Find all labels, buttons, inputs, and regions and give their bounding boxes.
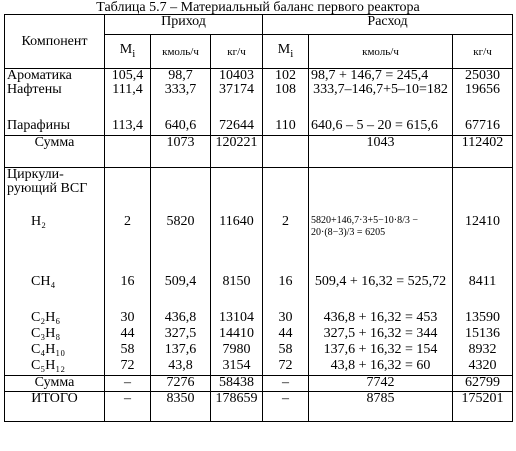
cell [453,167,513,215]
cell: 14410 [211,327,263,343]
h2-formula: 5820+146,7·3+5−10·8/3 − 20·(8−3)/3 = 6205 [309,215,453,275]
row-aromatics-name: Ароматика [5,69,105,84]
row-naphthenes-name: Нафтены [5,83,105,119]
cell: 327,5 [151,327,211,343]
header-income: Приход [105,15,263,35]
table-caption: Таблица 5.7 – Материальный баланс первого реактора [96,0,420,15]
cell: 2 [263,215,309,275]
cell: 8350 [151,391,211,421]
header-out-kmol: кмоль/ч [309,35,453,69]
cell: 7742 [309,375,453,391]
cell [309,167,453,215]
cell: 98,7 + 146,7 = 245,4 [309,69,453,84]
row-c3h8-name: C₃H₈ [5,327,105,343]
cell: 5820 [151,215,211,275]
material-balance-table [4,14,513,422]
cell: 111,4 [105,83,151,119]
cell [105,135,151,167]
cell: 62799 [453,375,513,391]
cell: 30 [263,311,309,327]
cell: 30 [105,311,151,327]
cell: 72 [105,359,151,375]
cell: 8785 [309,391,453,421]
cell [263,135,309,167]
row-ch4-name: CH₄ [5,275,105,311]
cell [151,167,211,215]
cell: 640,6 [151,119,211,135]
cell: 72644 [211,119,263,135]
cell: 4320 [453,359,513,375]
cell: 8411 [453,275,513,311]
row-c2h6-name: C₂H₆ [5,311,105,327]
cell: 110 [263,119,309,135]
cell: 72 [263,359,309,375]
header-component: Компонент [5,15,105,69]
row-c4h10-name: C₄H₁₀ [5,343,105,359]
cell: 13104 [211,311,263,327]
cell: 58 [105,343,151,359]
cell: 640,6 – 5 – 20 = 615,6 [309,119,453,135]
cell: 43,8 [151,359,211,375]
cell: 44 [105,327,151,343]
cell: 1043 [309,135,453,167]
cell: 16 [263,275,309,311]
cell: 58438 [211,375,263,391]
cell: 175201 [453,391,513,421]
cell: 37174 [211,83,263,119]
cell: 15136 [453,327,513,343]
cell: 327,5 + 16,32 = 344 [309,327,453,343]
cell: 137,6 + 16,32 = 154 [309,343,453,359]
cell: 7276 [151,375,211,391]
row-paraffins-name: Парафины [5,119,105,135]
header-in-kmol: кмоль/ч [151,35,211,69]
cell: 25030 [453,69,513,84]
header-expense: Расход [263,15,513,35]
cell: 120221 [211,135,263,167]
cell: 16 [105,275,151,311]
row-sum1-name: Сумма [5,135,105,167]
cell: 43,8 + 16,32 = 60 [309,359,453,375]
cell: 2 [105,215,151,275]
cell: 13590 [453,311,513,327]
cell: 44 [263,327,309,343]
cell: 436,8 + 16,32 = 453 [309,311,453,327]
header-in-mi: $M_i$ [105,35,151,69]
cell: 333,7 [151,83,211,119]
cell: 19656 [453,83,513,119]
cell: 7980 [211,343,263,359]
cell: 3154 [211,359,263,375]
cell [105,167,151,215]
cell: 105,4 [105,69,151,84]
row-c5h12-name: C₅H₁₂ [5,359,105,375]
cell: – [105,375,151,391]
cell: 113,4 [105,119,151,135]
cell: 178659 [211,391,263,421]
header-out-kg: кг/ч [453,35,513,69]
row-total-name: ИТОГО [5,391,105,421]
row-h2-name: H₂ [5,215,105,275]
cell: – [263,375,309,391]
row-sum2-name: Сумма [5,375,105,391]
cell: 509,4 [151,275,211,311]
cell: 10403 [211,69,263,84]
cell: 112402 [453,135,513,167]
header-in-kg: кг/ч [211,35,263,69]
row-cvsg-name: Циркули-рующий ВСГ [5,167,105,215]
cell: 98,7 [151,69,211,84]
cell [263,167,309,215]
cell: – [263,391,309,421]
cell: 137,6 [151,343,211,359]
header-out-mi: $M_i$ [263,35,309,69]
cell: 436,8 [151,311,211,327]
cell: 8932 [453,343,513,359]
cell: 108 [263,83,309,119]
cell: – [105,391,151,421]
cell: 333,7–146,7+5–10=182 [309,83,453,119]
cell: 67716 [453,119,513,135]
cell [211,167,263,215]
cell: 102 [263,69,309,84]
cell: 509,4 + 16,32 = 525,72 [309,275,453,311]
cell: 12410 [453,215,513,275]
cell: 58 [263,343,309,359]
cell: 1073 [151,135,211,167]
cell: 11640 [211,215,263,275]
cell: 8150 [211,275,263,311]
